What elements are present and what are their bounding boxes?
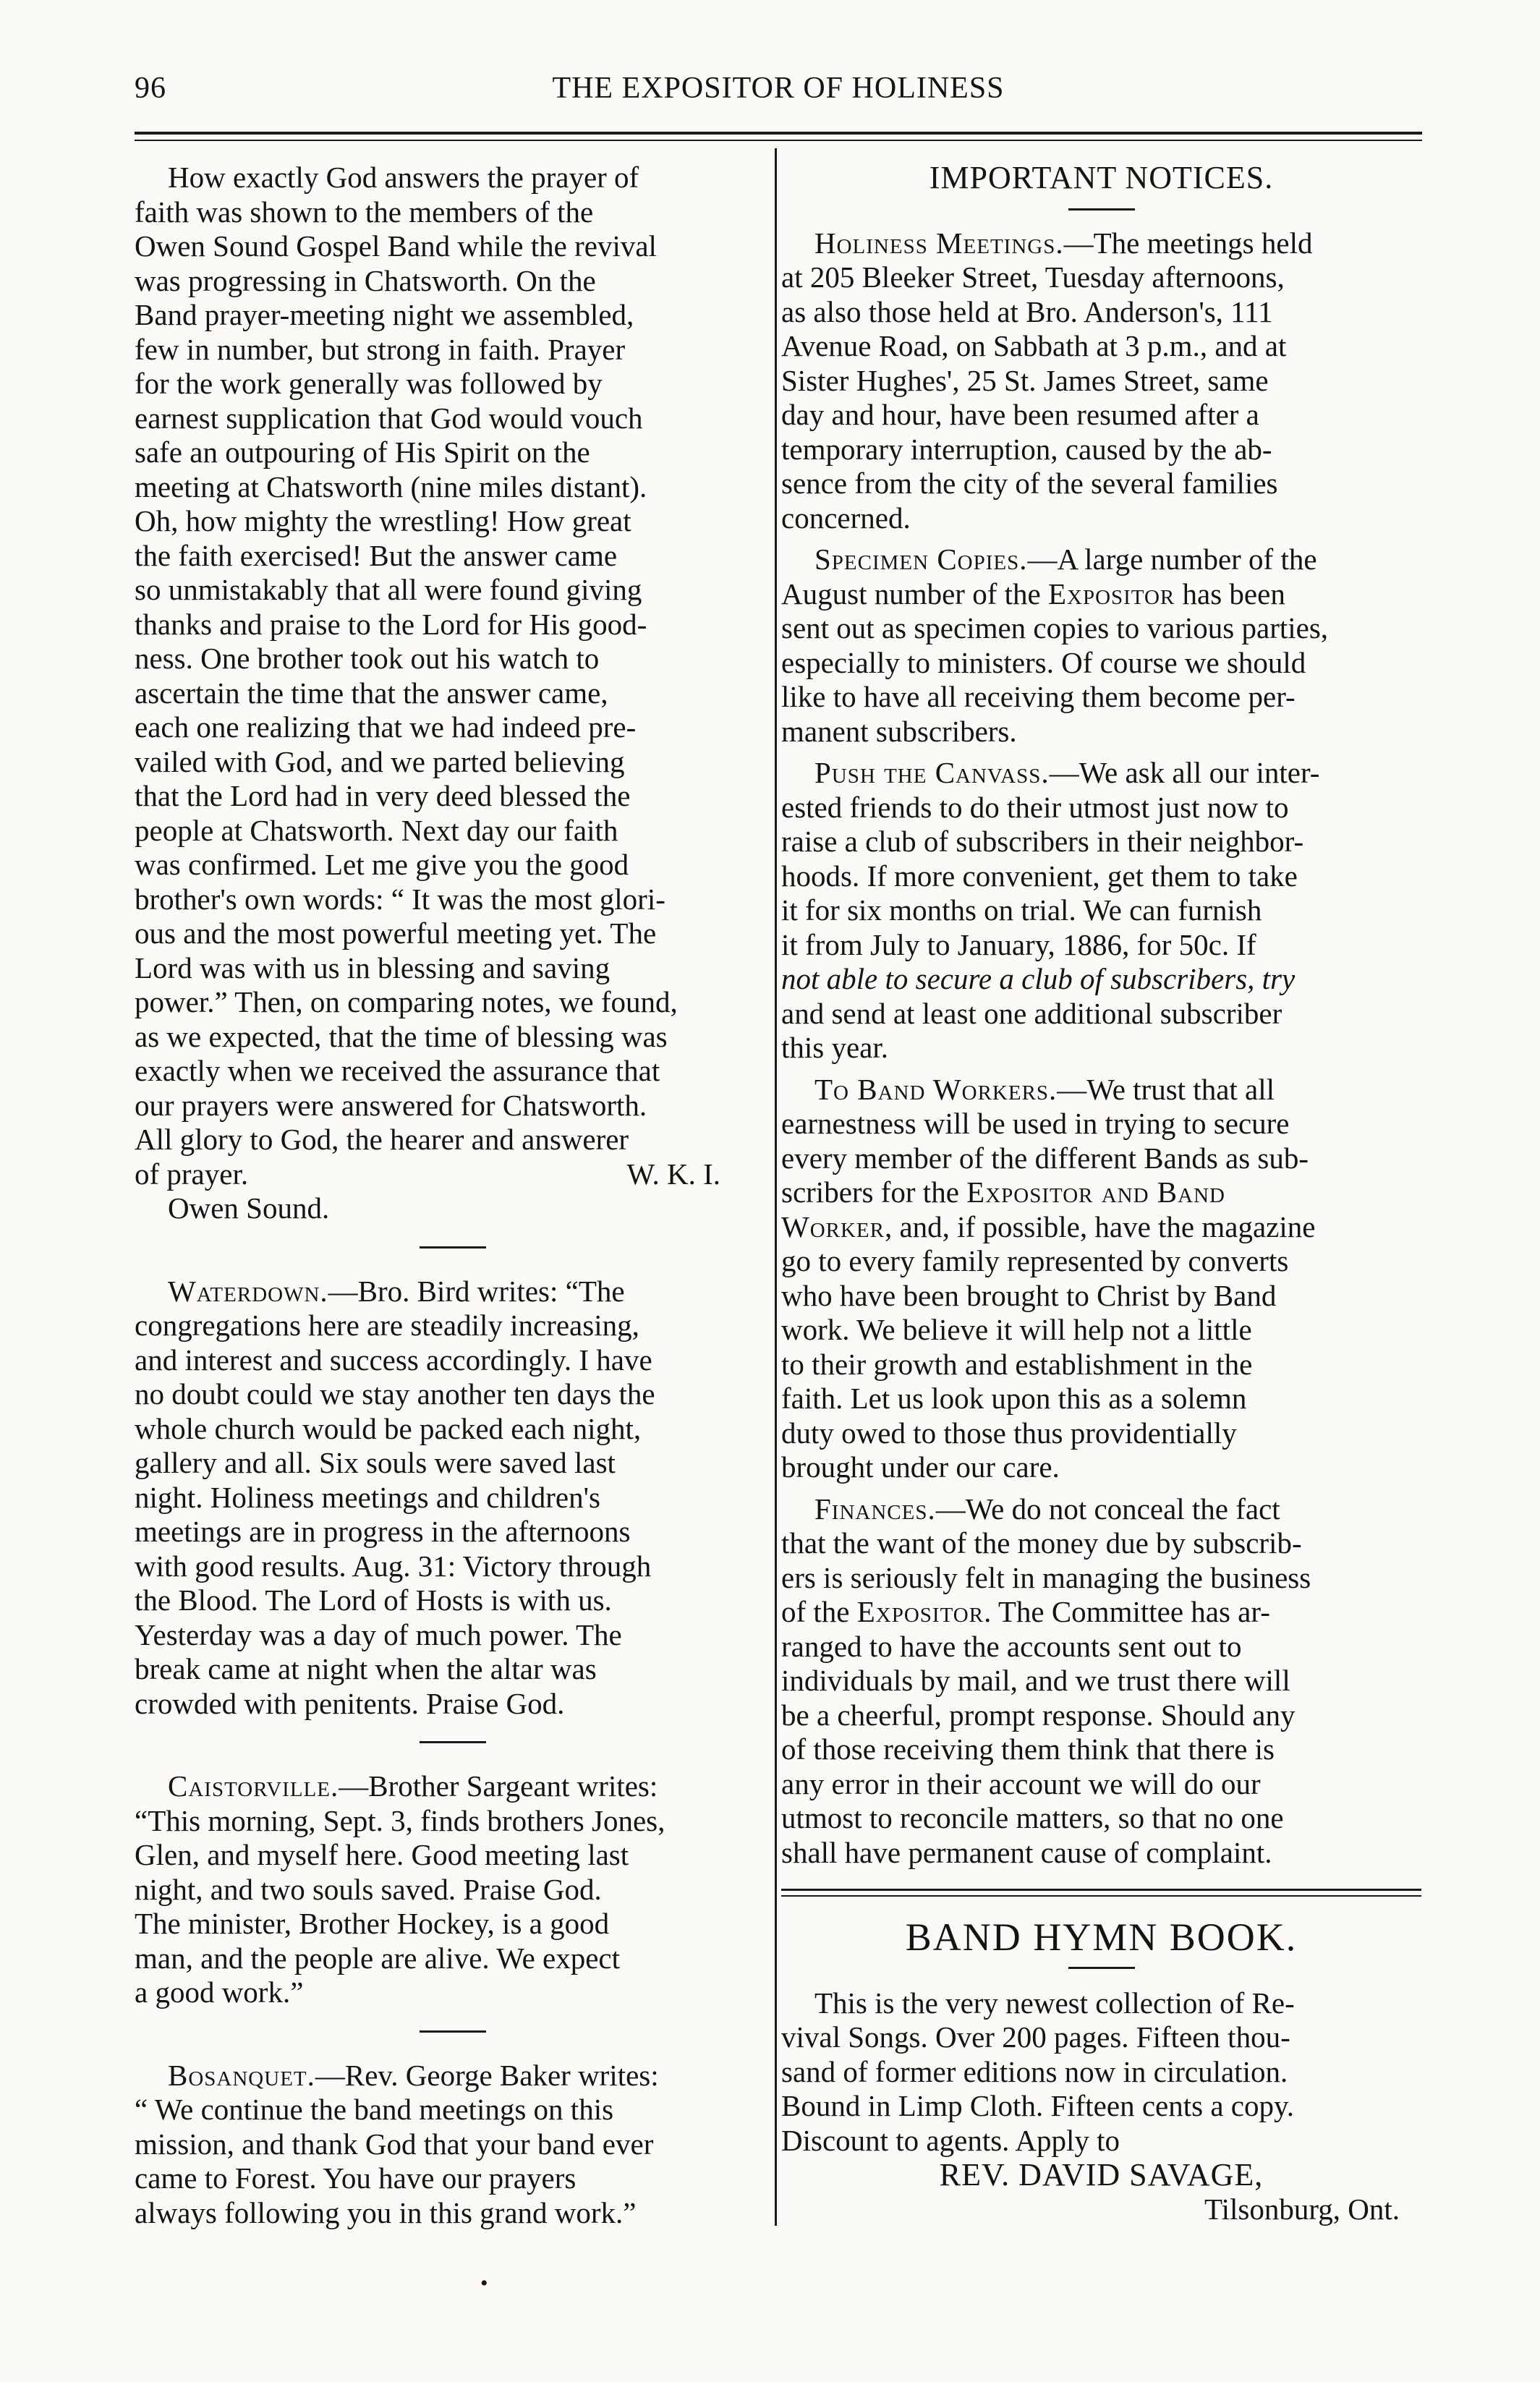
band-workers-line: earnestness will be used in trying to secure: [781, 1107, 1290, 1140]
push-line: hoods. If more convenient, get them to take: [781, 859, 1298, 893]
caistorville-label: Caistorville.: [168, 1769, 339, 1803]
owen-sound-line: that the Lord had in very deed blessed the: [135, 779, 631, 812]
owen-sound-line: ous and the most powerful meeting yet. The: [135, 916, 657, 950]
hymn-contact-address: Tilsonburg, Ont.: [1204, 2192, 1400, 2226]
header-rule-top: [135, 132, 1422, 135]
finances-line: any error in their account we will do our: [781, 1766, 1261, 1800]
magazine-title-cont: Worker: [781, 1209, 885, 1243]
band-workers-line: every member of the different Bands as sub-: [781, 1141, 1309, 1175]
owen-sound-line: Owen Sound Gospel Band while the revival: [135, 229, 657, 263]
band-workers-line: go to every family represented by converts: [781, 1244, 1289, 1277]
band-workers-line: work. We believe it will help not a little: [781, 1313, 1252, 1346]
waterdown-line: crowded with penitents. Praise God.: [135, 1686, 565, 1720]
finances-first-line: [781, 1492, 1421, 1527]
hymn-line: sand of former editions now in circulation.: [781, 2054, 1288, 2088]
owen-sound-line: exactly when we received the assurance that: [135, 1054, 660, 1087]
finances-line: individuals by mail, and we trust there will: [781, 1664, 1290, 1697]
push-first-line: [781, 756, 1421, 791]
hymn-line: This is the very newest collection of Re-: [814, 1986, 1295, 2020]
owen-sound-last-line: of prayer.: [135, 1157, 249, 1191]
holiness-line: concerned.: [781, 501, 911, 535]
hymn-contact-name: REV. DAVID SAVAGE,: [939, 2157, 1264, 2192]
owen-sound-line: people at Chatsworth. Next day our faith: [135, 813, 618, 847]
waterdown-line: break came at night when the altar was: [135, 1652, 597, 1685]
owen-sound-line: ascertain the time that the answer came,: [135, 676, 608, 710]
band-workers-line: brought under our care.: [781, 1450, 1060, 1484]
owen-sound-line: the faith exercised! But the answer came: [135, 538, 618, 572]
owen-sound-line: for the work generally was followed by: [135, 367, 603, 400]
advert-double-rule: [781, 1889, 1421, 1903]
caistorville-article: [135, 1769, 771, 2010]
bosanquet-label: Bosanquet.: [168, 2058, 315, 2092]
finances-line: ranged to have the accounts sent out to: [781, 1629, 1242, 1663]
push-line: it from July to January, 1886, for 50c. If: [781, 927, 1256, 961]
right-column: [781, 161, 1421, 2226]
owen-sound-line: brother's own words: “ It was the most glori-: [135, 882, 665, 916]
finances-title-line: [781, 1595, 1421, 1630]
waterdown-line: with good results. Aug. 31: Victory through: [135, 1549, 652, 1583]
owen-sound-signature: W. K. I.: [626, 1157, 720, 1191]
bosanquet-first-line: [135, 2059, 771, 2093]
bosanquet-article: [135, 2059, 771, 2231]
header-rule-bottom: [135, 140, 1422, 141]
band-workers-title-line2: [781, 1210, 1421, 1245]
band-workers-line: , and, if possible, have the magazine: [884, 1209, 1316, 1243]
specimen-line: manent subscribers.: [781, 714, 1017, 748]
section-divider: [420, 1741, 486, 1743]
owen-sound-line: so unmistakably that all were found giving: [135, 573, 642, 606]
waterdown-line: Yesterday was a day of much power. The: [135, 1617, 622, 1651]
owen-sound-place: Owen Sound.: [168, 1191, 330, 1225]
bosanquet-line: —Rev. George Baker writes:: [315, 2058, 659, 2092]
caistorville-line: Glen, and myself here. Good meeting last: [135, 1838, 629, 1871]
specimen-line: especially to ministers. Of course we should: [781, 645, 1306, 679]
finances-line: . The Committee has ar-: [984, 1595, 1270, 1628]
caistorville-first-line: [135, 1769, 771, 1804]
waterdown-line: and interest and success accordingly. I have: [135, 1343, 652, 1377]
holiness-label: Holiness Meetings.: [814, 226, 1064, 260]
owen-sound-line: meeting at Chatsworth (nine miles distant).: [135, 469, 647, 503]
caistorville-line: The minister, Brother Hockey, is a good: [135, 1907, 610, 1940]
owen-sound-line: Oh, how mighty the wrestling! How great: [135, 504, 631, 537]
push-canvass-notice: [781, 756, 1421, 1065]
push-italic-line: not able to secure a club of subscribers, try: [781, 962, 1296, 995]
owen-sound-line: All glory to God, the hearer and answerer: [135, 1123, 629, 1156]
specimen-line: August number of the: [781, 577, 1048, 611]
band-workers-notice: [781, 1073, 1421, 1485]
hymn-line: Bound in Limp Cloth. Fifteen cents a copy.: [781, 2089, 1295, 2122]
specimen-first-line: [781, 543, 1421, 577]
notices-heading: IMPORTANT NOTICES.: [929, 160, 1274, 195]
column-divider: [775, 148, 777, 2226]
caistorville-line: man, and the people are alive. We expect: [135, 1941, 620, 1975]
band-workers-line: faith. Let us look upon this as a solemn: [781, 1382, 1247, 1415]
page-number: 96: [135, 72, 166, 105]
caistorville-line: night, and two souls saved. Praise God.: [135, 1872, 602, 1906]
specimen-copies-notice: [781, 543, 1421, 749]
owen-sound-line: Lord was with us in blessing and saving: [135, 950, 611, 984]
waterdown-first-line: [135, 1275, 771, 1309]
finances-line: that the want of the money due by subscrib-: [781, 1526, 1302, 1560]
expositor-title: Expositor: [856, 1595, 984, 1628]
owen-sound-line: thanks and praise to the Lord for His good-: [135, 607, 647, 641]
left-column: [135, 161, 771, 2230]
hymn-line: vival Songs. Over 200 pages. Fifteen thou-: [781, 2020, 1290, 2054]
owen-sound-line: Band prayer-meeting night we assembled,: [135, 298, 634, 331]
owen-sound-line: few in number, but strong in faith. Prayer: [135, 332, 626, 366]
finances-line: shall have permanent cause of complaint.: [781, 1835, 1272, 1869]
push-line: raise a club of subscribers in their neighbor-: [781, 825, 1304, 858]
specimen-line: —A large number of the: [1027, 543, 1317, 576]
finances-line: utmost to reconcile matters, so that no one: [781, 1801, 1284, 1834]
holiness-line: sence from the city of the several families: [781, 467, 1278, 500]
waterdown-line: gallery and all. Six souls were saved last: [135, 1446, 616, 1479]
waterdown-line: —Bro. Bird writes: “The: [328, 1274, 625, 1308]
hymn-book-advert: [781, 1915, 1421, 2226]
owen-sound-line: each one realizing that we had indeed pre-: [135, 710, 637, 744]
bosanquet-line: mission, and thank God that your band ever: [135, 2127, 654, 2161]
holiness-line: Avenue Road, on Sabbath at 3 p.m., and at: [781, 329, 1287, 362]
holiness-meetings-notice: [781, 226, 1421, 536]
push-line: —We ask all our inter-: [1049, 756, 1320, 789]
band-workers-line: scribers for the: [781, 1175, 967, 1209]
notices-divider: [1068, 208, 1135, 210]
holiness-line: Sister Hughes', 25 St. James Street, same: [781, 363, 1269, 397]
owen-sound-line: was progressing in Chatsworth. On the: [135, 263, 596, 297]
spacer: [781, 1065, 1421, 1073]
band-workers-title-line: [781, 1175, 1421, 1210]
push-line: and send at least one additional subscriber: [781, 996, 1282, 1030]
caistorville-line: “This morning, Sept. 3, finds brothers Jones,: [135, 1803, 665, 1837]
spacer: [781, 535, 1421, 543]
finances-notice: [781, 1492, 1421, 1871]
owen-sound-closing: [135, 1157, 771, 1192]
owen-sound-line: earnest supplication that God would vouch: [135, 401, 643, 435]
specimen-line: sent out as specimen copies to various parties,: [781, 611, 1329, 645]
owen-sound-line: faith was shown to the members of the: [135, 195, 594, 229]
band-workers-line: who have been brought to Christ by Band: [781, 1278, 1277, 1312]
push-line: this year.: [781, 1031, 889, 1064]
owen-sound-line: ness. One brother took out his watch to: [135, 642, 600, 675]
waterdown-line: congregations here are steadily increasing,: [135, 1309, 639, 1342]
waterdown-line: night. Holiness meetings and children's: [135, 1480, 600, 1514]
holiness-line: at 205 Bleeker Street, Tuesday afternoons,: [781, 260, 1285, 294]
caistorville-line: —Brother Sargeant writes:: [339, 1769, 658, 1803]
finances-line: be a cheerful, prompt response. Should any: [781, 1698, 1296, 1732]
bosanquet-line: always following you in this grand work.”: [135, 2195, 637, 2229]
holiness-line: temporary interruption, caused by the ab-: [781, 432, 1272, 466]
bosanquet-line: came to Forest. You have our prayers: [135, 2161, 577, 2195]
spacer: [781, 1485, 1421, 1492]
push-line: it for six months on trial. We can furnish: [781, 893, 1262, 927]
push-label: Push the Canvass.: [814, 756, 1050, 789]
waterdown-line: whole church would be packed each night,: [135, 1411, 642, 1445]
section-divider: [420, 1246, 486, 1249]
finances-line: of the: [781, 1595, 857, 1628]
band-workers-line: duty owed to those thus providentially: [781, 1416, 1237, 1450]
running-header: [135, 71, 1422, 114]
hymn-divider: [1068, 1967, 1135, 1969]
holiness-line: as also those held at Bro. Anderson's, 111: [781, 294, 1273, 328]
holiness-first-line: [781, 226, 1421, 261]
push-line: ested friends to do their utmost just now to: [781, 790, 1289, 824]
band-workers-first-line: [781, 1073, 1421, 1107]
footer-dot: •: [480, 2271, 488, 2295]
spacer: [781, 749, 1421, 756]
specimen-second-line: [781, 577, 1421, 612]
owen-sound-line: our prayers were answered for Chatsworth.: [135, 1088, 647, 1122]
holiness-line: —The meetings held: [1063, 226, 1313, 260]
bosanquet-line: “ We continue the band meetings on this: [135, 2093, 614, 2126]
waterdown-line: meetings are in progress in the afternoons: [135, 1515, 631, 1548]
running-title: THE EXPOSITOR OF HOLINESS: [552, 72, 1005, 105]
specimen-label: Specimen Copies.: [814, 543, 1028, 576]
hymn-book-heading: BAND HYMN BOOK.: [905, 1915, 1298, 1959]
owen-sound-article: [135, 161, 771, 1226]
owen-sound-line: safe an outpouring of His Spirit on the: [135, 435, 590, 469]
finances-label: Finances.: [814, 1492, 936, 1526]
waterdown-label: Waterdown.: [168, 1274, 328, 1308]
owen-sound-line: How exactly God answers the prayer of: [168, 161, 639, 194]
holiness-line: day and hour, have been resumed after a: [781, 398, 1259, 431]
band-workers-line: to their growth and establishment in the: [781, 1347, 1253, 1381]
finances-line: —We do not conceal the fact: [935, 1492, 1280, 1526]
expositor-title: Expositor: [1047, 577, 1175, 611]
specimen-line: like to have all receiving them become per-: [781, 680, 1296, 713]
owen-sound-line: vailed with God, and we parted believing: [135, 744, 625, 778]
specimen-line: has been: [1175, 577, 1285, 611]
caistorville-line: a good work.”: [135, 1975, 304, 2009]
band-workers-label: To Band Workers.: [814, 1072, 1058, 1106]
hymn-line: Discount to agents. Apply to: [781, 2123, 1120, 2157]
finances-line: of those receiving them think that there is: [781, 1732, 1275, 1766]
waterdown-line: no doubt could we stay another ten days the: [135, 1377, 655, 1411]
finances-line: ers is seriously felt in managing the business: [781, 1560, 1311, 1594]
band-workers-line: —We trust that all: [1057, 1072, 1275, 1106]
owen-sound-line: power.” Then, on comparing notes, we found,: [135, 985, 678, 1018]
owen-sound-line: was confirmed. Let me give you the good: [135, 848, 629, 881]
section-divider: [420, 2030, 486, 2033]
owen-sound-line: as we expected, that the time of blessing was: [135, 1019, 668, 1053]
waterdown-article: [135, 1275, 771, 1722]
waterdown-line: the Blood. The Lord of Hosts is with us.: [135, 1583, 612, 1617]
magazine-title: Expositor and Band: [966, 1175, 1225, 1209]
